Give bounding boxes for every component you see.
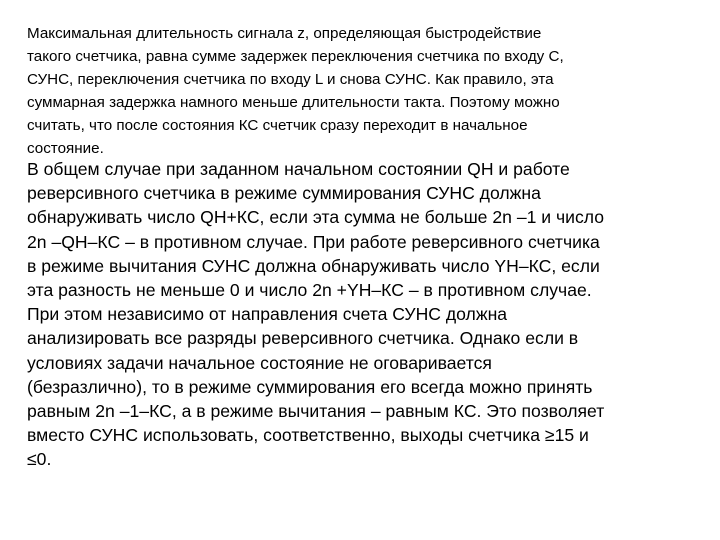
text-line: (безразлично), то в режиме суммирования его всегда можно принять [27, 376, 593, 397]
paragraph-main [27, 157, 699, 472]
paragraph-intro [27, 22, 697, 160]
text-line: условиях задачи начальное состояние не оговаривается [27, 352, 492, 373]
text-line: обнаруживать число QН+КС, если эта сумма не больше 2n –1 и число [27, 207, 605, 228]
text-line: СУНС, переключения счетчика по входу L и снова СУНС. Как правило, эта [27, 71, 554, 88]
text-line: эта разность не меньше 0 и число 2n +YН–КС – в противном случае. [27, 280, 592, 301]
text-line: Максимальная длительность сигнала z, определяющая быстродействие [27, 25, 542, 42]
text-line: считать, что после состояния КС счетчик сразу переходит в начальное [27, 117, 528, 134]
text-line: состояние. [27, 140, 104, 157]
text-line: вместо СУНС использовать, соответственно, выходы счетчика ≥15 и [27, 425, 589, 446]
text-line: равным 2n –1–КС, а в режиме вычитания – равным КС. Это позволяет [27, 401, 605, 422]
text-line: суммарная задержка намного меньше длительности такта. Поэтому можно [27, 94, 560, 111]
text-line: ≤0. [27, 449, 52, 470]
text-line: в режиме вычитания СУНС должна обнаруживать число YН–КС, если [27, 255, 600, 276]
text-line: реверсивного счетчика в режиме суммирования СУНС должна [27, 183, 541, 204]
text-line: В общем случае при заданном начальном состоянии QН и работе [27, 159, 570, 179]
text-line: При этом независимо от направления счета СУНС должна [27, 304, 508, 325]
text-line: анализировать все разряды реверсивного счетчика. Однако если в [27, 328, 579, 349]
text-line: 2n –QН–КС – в противном случае. При работе реверсивного счетчика [27, 231, 600, 252]
text-line: такого счетчика, равна сумме задержек переключения счетчика по входу С, [27, 48, 564, 65]
